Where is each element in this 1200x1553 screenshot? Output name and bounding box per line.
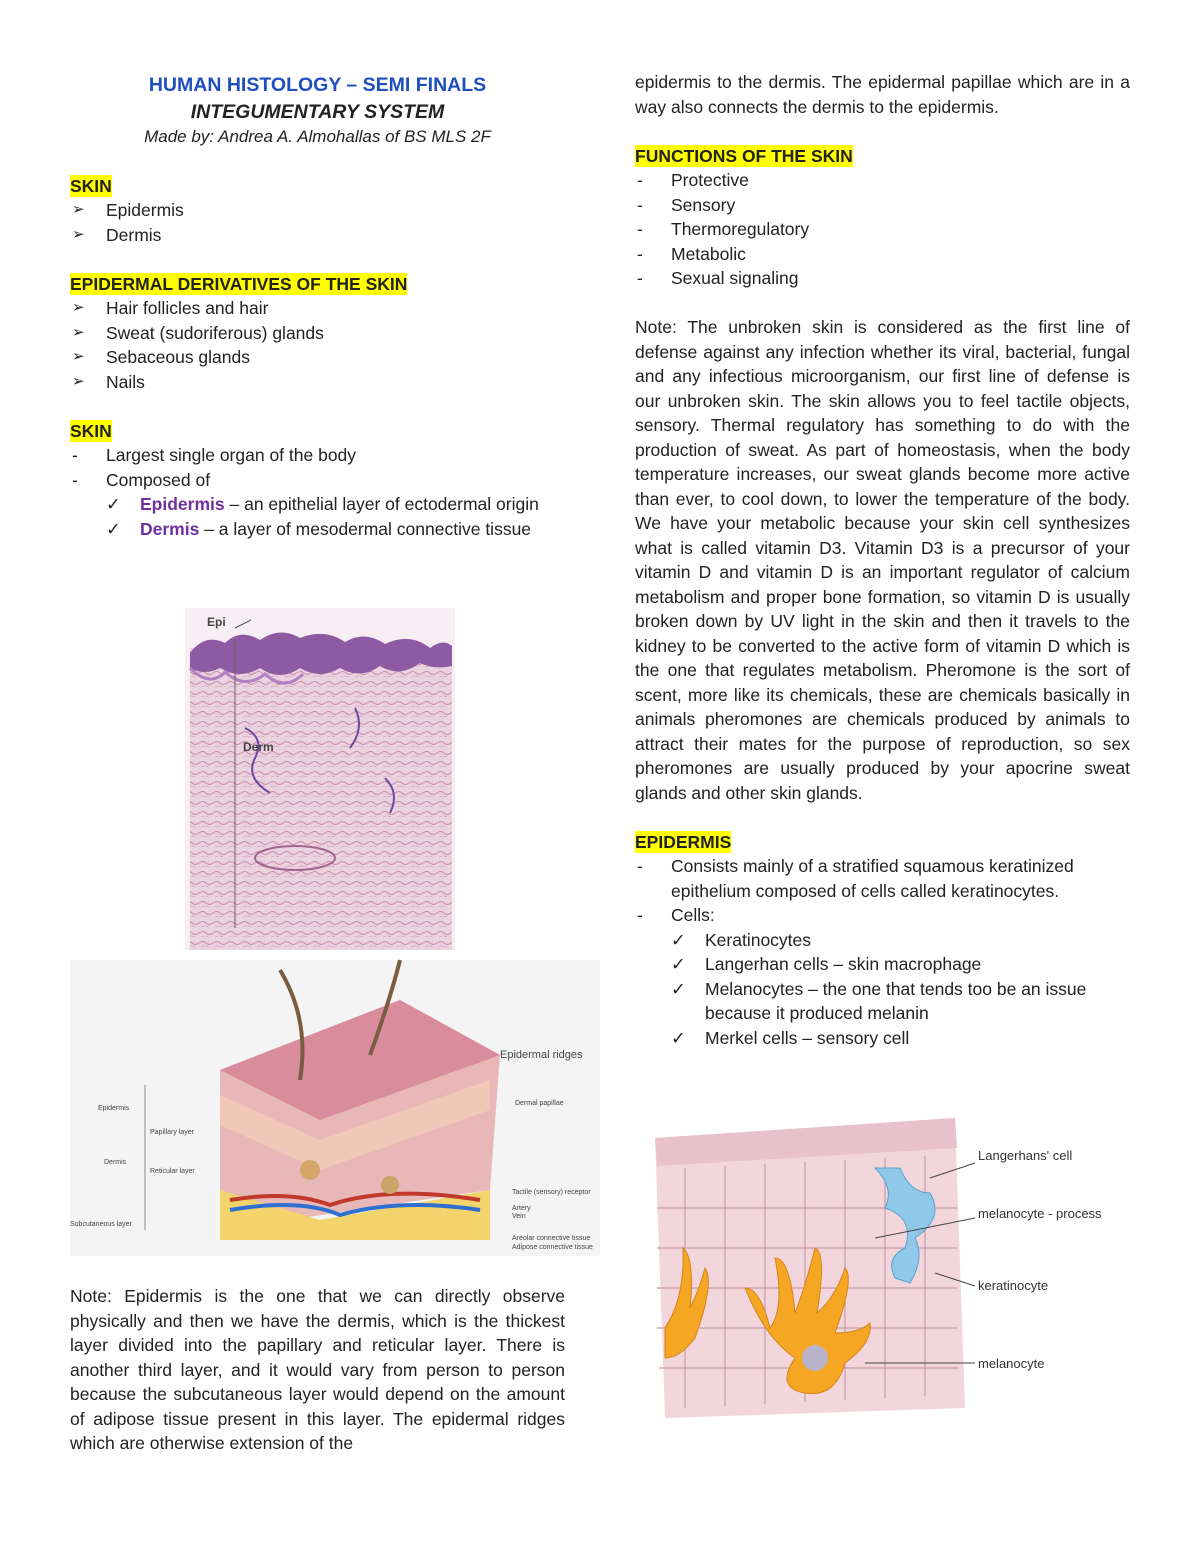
list-item: ✓ Dermis – a layer of mesodermal connective tissue: [106, 517, 565, 542]
list-item: - Sensory: [637, 194, 736, 215]
diagram-label: Subcutaneous layer: [70, 1221, 132, 1228]
diagram-label: Adipose connective tissue: [512, 1244, 593, 1251]
arrow-bullet-icon: ➢: [72, 372, 85, 390]
check-icon: ✓: [671, 1027, 686, 1048]
skin-micrograph-image: [185, 608, 455, 950]
diagram-label: Papillary layer: [150, 1129, 194, 1136]
figure-label-melanocyte: melanocyte: [978, 1356, 1045, 1371]
skin-layers-diagram: [70, 960, 600, 1256]
list-item: - Cells:: [637, 905, 715, 925]
page-title: HUMAN HISTOLOGY – SEMI FINALS: [148, 74, 487, 96]
list-item: ✓ Keratinocytes: [671, 928, 1130, 953]
page-subtitle: INTEGUMENTARY SYSTEM: [190, 101, 445, 123]
diagram-label: Epidermal ridges: [500, 1049, 583, 1061]
list-item: ➢ Hair follicles and hair: [70, 296, 565, 321]
skin-detail-list: [70, 443, 565, 492]
figure-label-melanocyte-process: melanocyte - process: [978, 1206, 1102, 1221]
list-item: ✓ Merkel cells – sensory cell: [671, 1026, 1130, 1051]
skin-list: [70, 198, 565, 247]
functions-list: [635, 168, 1130, 291]
list-item: ➢ Sebaceous glands: [70, 345, 565, 370]
right-intro-paragraph: epidermis to the dermis. The epidermal papillae which are in a way also connects the dermis to the epidermis.: [635, 72, 1130, 117]
epidermis-list: [635, 854, 1130, 928]
derivatives-list: [70, 296, 565, 394]
cells-list: [671, 928, 1130, 1051]
check-icon: ✓: [671, 929, 686, 950]
list-item: ➢ Sweat (sudoriferous) glands: [70, 321, 565, 346]
figure-label-keratinocyte: keratinocyte: [978, 1278, 1049, 1293]
check-icon: ✓: [671, 978, 686, 999]
diagram-label: Dermis: [104, 1159, 127, 1166]
diagram-label: Reticular layer: [150, 1168, 195, 1175]
list-item: - Thermoregulatory: [637, 219, 810, 239]
right-column: [635, 70, 1130, 1050]
micrograph-label-epi: Epi: [207, 615, 226, 629]
check-icon: ✓: [671, 954, 686, 974]
section-heading-derivatives: EPIDERMAL DERIVATIVES OF THE SKIN: [70, 273, 408, 294]
epidermal-cells-figure: [645, 1108, 1102, 1426]
list-item: ✓ Epidermis – an epithelial layer of ectodermal origin: [106, 492, 565, 517]
composed-list: [106, 492, 565, 541]
list-item: ✓ Langerhan cells – skin macrophage: [671, 952, 1130, 977]
list-item: - Protective: [637, 170, 749, 190]
micrograph-label-derm: Derm: [243, 740, 274, 754]
diagram-label: Epidermis: [98, 1105, 130, 1112]
arrow-bullet-icon: ➢: [72, 299, 85, 316]
diagram-label: Dermal papillae: [515, 1100, 564, 1107]
diagram-label: Vein: [512, 1213, 526, 1220]
list-item: ✓ Melanocytes – the one that tends too be an issue because it produced melanin: [671, 978, 1087, 1023]
arrow-bullet-icon: ➢: [72, 225, 85, 243]
arrow-bullet-icon: ➢: [72, 348, 85, 365]
figure-label-langerhans: Langerhans' cell: [978, 1148, 1073, 1163]
list-item: ➢ Dermis: [70, 223, 565, 248]
list-item: - Largest single organ of the body: [72, 445, 357, 465]
list-item: - Consists mainly of a stratified squamous keratinized epithelium composed of cells called keratinocytes.: [637, 856, 1074, 901]
diagram-label: Tactile (sensory) receptor: [512, 1189, 591, 1196]
left-column: [70, 70, 565, 541]
list-item: - Metabolic: [637, 243, 746, 264]
note-left-paragraph: Note: Epidermis is the one that we can directly observe physically and then we have the dermis, which is the thickest layer divided into the papillary and reticular layer. There is another third layer, and it would vary from person to person because the subcutaneous layer would depend on the amount of adipose tissue present in this layer. The epidermal ridges which are otherwise extension of the: [70, 1286, 565, 1453]
section-heading-skin-detail: SKIN: [70, 420, 112, 441]
diagram-label: Artery: [512, 1205, 531, 1212]
section-heading-skin: SKIN: [70, 175, 112, 196]
list-item: ➢ Nails: [70, 370, 565, 395]
section-heading-epidermis: EPIDERMIS: [635, 831, 732, 852]
list-item: - Sexual signaling: [637, 268, 799, 288]
author-line: Made by: Andrea A. Almohallas of BS MLS 2F: [144, 127, 491, 146]
check-icon: ✓: [106, 494, 121, 514]
diagram-label: Areolar connective tissue: [512, 1235, 591, 1242]
note-right-paragraph: Note: The unbroken skin is considered as the first line of defense against any infection whether its viral, bacterial, fungal and any infectious microorganism, our first line of defense is our unbroken skin. The skin allows you to feel tactile objects, sensory. Thermal regulatory has something to do with the production of sweat. As part of homeostasis, when the body temperature increases, our sweat glands become more active than ever, to cool down, to lower the temperature of the body. We have your metabolic because your skin cell synthesizes what is called vitamin D3. Vitamin D3 is a precursor of your vitamin D and vitamin D is an important regulator of calcium metabolism and proper bone formation, so vitamin D is usually broken down by UV light in the skin and then it travels to the kidney to be converted to the active form of vitamin D which is the one that regulates metabolism. Pheromone is the sort of scent, more like its chemicals, these are chemicals basically in animals pheromones are chemicals produced by animals to attract their mates for the purpose of reproduction, so sex pheromones are usually produced by your apocrine sweat glands and other skin glands.: [635, 317, 1130, 803]
list-item: ➢ Epidermis: [70, 198, 565, 223]
list-item: - Composed of: [72, 469, 211, 490]
check-icon: ✓: [106, 518, 121, 539]
section-heading-functions: FUNCTIONS OF THE SKIN: [635, 145, 853, 166]
arrow-bullet-icon: ➢: [72, 323, 85, 341]
arrow-bullet-icon: ➢: [72, 201, 85, 218]
